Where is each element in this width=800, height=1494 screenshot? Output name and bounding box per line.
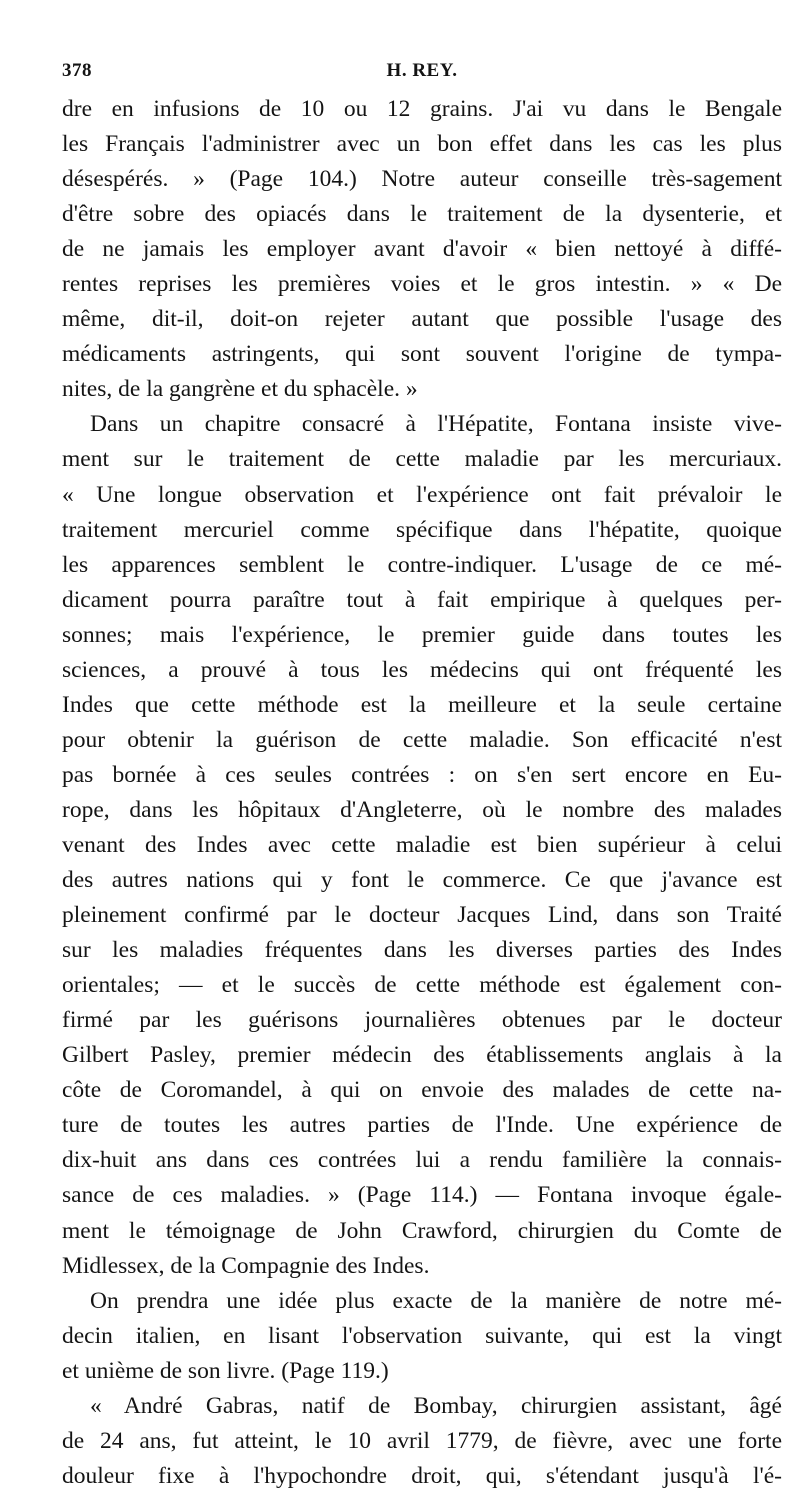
text-line: ment sur le traitement de cette maladie par les mercuriaux. (62, 446, 782, 473)
text-line: sonnes; mais l'expérience, le premier guide dans toutes les (62, 621, 782, 648)
text-line: sciences, a prouvé à tous les médecins qui ont fréquenté les (62, 656, 782, 683)
text-line: Gilbert Pasley, premier médecin des établissements anglais à la (62, 1042, 782, 1069)
text-line: d'être sobre des opiacés dans le traitement de la dysenterie, et (62, 201, 782, 228)
text-line: dix-huit ans dans ces contrées lui a rendu familière la connais- (62, 1147, 782, 1174)
text-line: venant des Indes avec cette maladie est bien supérieur à celui (62, 831, 782, 858)
body-text (62, 92, 782, 1494)
text-line: traitement mercuriel comme spécifique dans l'hépatite, quoique (62, 516, 782, 543)
text-line: Midlessex, de la Compagnie des Indes. (62, 1252, 430, 1279)
text-line: de 24 ans, fut atteint, le 10 avril 1779, de fièvre, avec une forte (62, 1427, 782, 1454)
paragraph-first-line: « André Gabras, natif de Bombay, chirurgien assistant, âgé (90, 1392, 782, 1419)
running-title: H. REY. (386, 60, 458, 81)
text-line: rope, dans les hôpitaux d'Angleterre, où le nombre des malades (62, 796, 782, 823)
text-line: des autres nations qui y font le commerce. Ce que j'avance est (62, 867, 782, 894)
text-line: ment le témoignage de John Crawford, chirurgien du Comte de (62, 1217, 782, 1244)
paragraph-first-line: Dans un chapitre consacré à l'Hépatite, Fontana insiste vive- (90, 411, 782, 438)
text-line: pas bornée à ces seules contrées : on s'en sert encore en Eu- (62, 761, 782, 788)
page-number: 378 (62, 60, 92, 81)
text-line: ture de toutes les autres parties de l'Inde. Une expérience de (62, 1112, 782, 1139)
text-line: les Français l'administrer avec un bon effet dans les cas les plus (62, 131, 782, 158)
text-line: « Une longue observation et l'expérience ont fait prévaloir le (62, 481, 782, 508)
text-line: désespérés. » (Page 104.) Notre auteur conseille très-sagement (62, 166, 782, 193)
text-line: médicaments astringents, qui sont souvent l'origine de tympa- (62, 341, 782, 368)
text-line: douleur fixe à l'hypochondre droit, qui, s'étendant jusqu'à l'é- (62, 1462, 782, 1489)
text-line: dre en infusions de 10 ou 12 grains. J'ai vu dans le Bengale (62, 96, 782, 122)
text-line: dicament pourra paraître tout à fait empirique à quelques per- (62, 586, 782, 613)
text-line: rentes reprises les premières voies et le gros intestin. » « De (62, 271, 782, 298)
running-head (62, 60, 782, 90)
text-line: firmé par les guérisons journalières obtenues par le docteur (62, 1007, 782, 1034)
text-line: orientales; — et le succès de cette méthode est également con- (62, 972, 782, 999)
text-line: côte de Coromandel, à qui on envoie des malades de cette na- (62, 1077, 782, 1104)
text-line: nites, de la gangrène et du sphacèle. » (62, 376, 418, 403)
text-line: pour obtenir la guérison de cette maladie. Son efficacité n'est (62, 726, 782, 753)
text-line: les apparences semblent le contre-indiquer. L'usage de ce mé- (62, 551, 782, 578)
text-line: decin italien, en lisant l'observation suivante, qui est la vingt (62, 1322, 782, 1349)
text-line: pleinement confirmé par le docteur Jacques Lind, dans son Traité (62, 902, 782, 929)
text-line: sur les maladies fréquentes dans les diverses parties des Indes (62, 937, 782, 964)
text-line: Indes que cette méthode est la meilleure et la seule certaine (62, 691, 782, 718)
text-line: même, dit-il, doit-on rejeter autant que possible l'usage des (62, 306, 782, 333)
paragraph-first-line: On prendra une idée plus exacte de la manière de notre mé- (90, 1287, 782, 1314)
text-line: de ne jamais les employer avant d'avoir « bien nettoyé à diffé- (62, 236, 782, 263)
text-line: sance de ces maladies. » (Page 114.) — Fontana invoque égale- (62, 1182, 782, 1209)
text-line: et unième de son livre. (Page 119.) (62, 1357, 389, 1384)
